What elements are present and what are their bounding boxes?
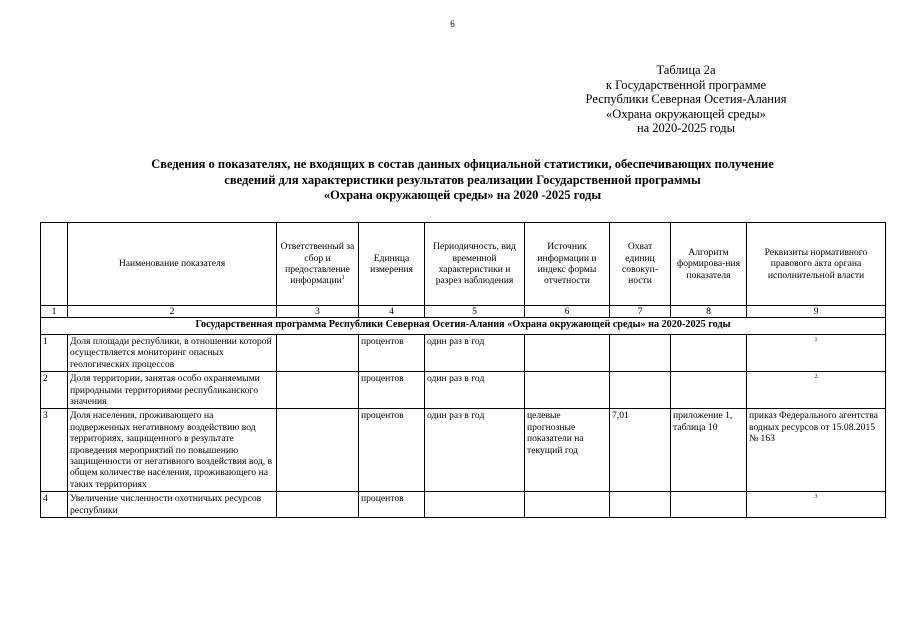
page-number: 6: [450, 19, 455, 29]
coverage-cell: [610, 492, 671, 518]
row-number: 2: [41, 372, 68, 409]
column-number: 9: [747, 306, 886, 318]
periodicity-cell: один раз в год: [425, 372, 525, 409]
header-cell: [41, 223, 68, 306]
responsible-cell: [277, 372, 359, 409]
indicator-name: Доля населения, проживающего на подверженных негативному воздействию вод территориях, защищенного в результате проведения мероприятий по повышению защищенности от негативного воздействия вод, в общем количестве населения, проживающего на таких территориях: [68, 409, 277, 492]
unit-cell: процентов: [359, 492, 425, 518]
algorithm-cell: [671, 492, 747, 518]
footnote-mark: 2: [814, 374, 818, 381]
title-line: Сведения о показателях, не входящих в состав данных официальной статистики, обеспечивающих получение: [151, 157, 774, 171]
column-number: 2: [68, 306, 277, 318]
requisites-cell: [747, 409, 886, 492]
row-number: 1: [41, 335, 68, 372]
source-cell: [525, 335, 610, 372]
column-number: 8: [671, 306, 747, 318]
periodicity-cell: [425, 492, 525, 518]
annex-line: к Государственной программе: [605, 77, 767, 92]
indicator-name: Доля площади республики, в отношении которой осуществляется мониторинг опасных геологических процессов: [68, 335, 277, 372]
annex-line: Таблица 2а: [656, 63, 716, 77]
column-number: 1: [41, 306, 68, 318]
header-footnote-mark: 1: [341, 275, 345, 282]
requisites-text: приказ Федерального агентства водных ресурсов от 15.08.2015 № 163: [749, 410, 878, 445]
requisites-cell: [747, 492, 886, 518]
column-number: 6: [525, 306, 610, 318]
header-cell-text: Ответственный за сбор и предоставление информации: [280, 241, 355, 287]
header-cell: Периодичность, вид временной характеристики и разрез наблюдения: [425, 223, 525, 306]
program-title-row: [41, 318, 886, 335]
coverage-cell: [610, 372, 671, 409]
title-line: сведений для характеристики результатов реализации Государственной программы: [224, 172, 701, 187]
coverage-cell: 7,01: [610, 409, 671, 492]
responsible-cell: [277, 409, 359, 492]
source-cell: целевые прогнозные показатели на текущий год: [525, 409, 610, 492]
indicator-name: Доля территории, занятая особо охраняемыми природными территориями республиканского значения: [68, 372, 277, 409]
footnote-mark: 1: [814, 337, 818, 343]
requisites-cell: [747, 335, 886, 372]
source-cell: [525, 492, 610, 518]
table-row: [41, 335, 886, 372]
row-number: 3: [41, 409, 68, 492]
unit-cell: процентов: [359, 372, 425, 409]
responsible-cell: [277, 335, 359, 372]
algorithm-cell: [671, 372, 747, 409]
header-row: [41, 223, 886, 306]
program-title: Государственная программа Республики Северная Осетия-Алания «Охрана окружающей среды» на 2020-2025 годы: [41, 318, 886, 335]
column-number: 5: [425, 306, 525, 318]
footnote-mark: 3: [814, 494, 818, 501]
column-number: 4: [359, 306, 425, 318]
header-cell: Охват единиц совокуп-ности: [610, 223, 671, 306]
unit-cell: процентов: [359, 335, 425, 372]
column-number: 3: [277, 306, 359, 318]
row-number: 4: [41, 492, 68, 518]
table-row: [41, 372, 886, 409]
header-cell: Алгоритм формирова-ния показателя: [671, 223, 747, 306]
table-row: [41, 409, 886, 492]
indicators-table: [40, 222, 886, 518]
requisites-cell: [747, 372, 886, 409]
header-cell: Источник информации и индекс формы отчетности: [525, 223, 610, 306]
responsible-cell: [277, 492, 359, 518]
table-row: [41, 492, 886, 518]
annex-heading: [566, 63, 806, 136]
indicator-name: Увеличение численности охотничьих ресурсов республики: [68, 492, 277, 518]
periodicity-cell: один раз в год: [425, 335, 525, 372]
periodicity-cell: один раз в год: [425, 409, 525, 492]
unit-cell: процентов: [359, 409, 425, 492]
header-cell: [277, 223, 359, 306]
title-line: «Охрана окружающей среды» на 2020 -2025 годы: [323, 188, 602, 203]
coverage-cell: [610, 335, 671, 372]
annex-line: на 2020-2025 годы: [636, 121, 736, 136]
annex-line: Республики Северная Осетия-Алания: [585, 92, 787, 107]
algorithm-cell: [671, 335, 747, 372]
header-cell: Наименование показателя: [68, 223, 277, 306]
document-title: [40, 157, 885, 204]
header-cell: Реквизиты нормативного правового акта органа исполнительной власти: [747, 223, 886, 306]
algorithm-cell: приложение 1, таблица 10: [671, 409, 747, 492]
header-cell: Единица измерения: [359, 223, 425, 306]
annex-line: «Охрана окружающей среды»: [606, 106, 766, 121]
column-number-row: [41, 306, 886, 318]
column-number: 7: [610, 306, 671, 318]
source-cell: [525, 372, 610, 409]
